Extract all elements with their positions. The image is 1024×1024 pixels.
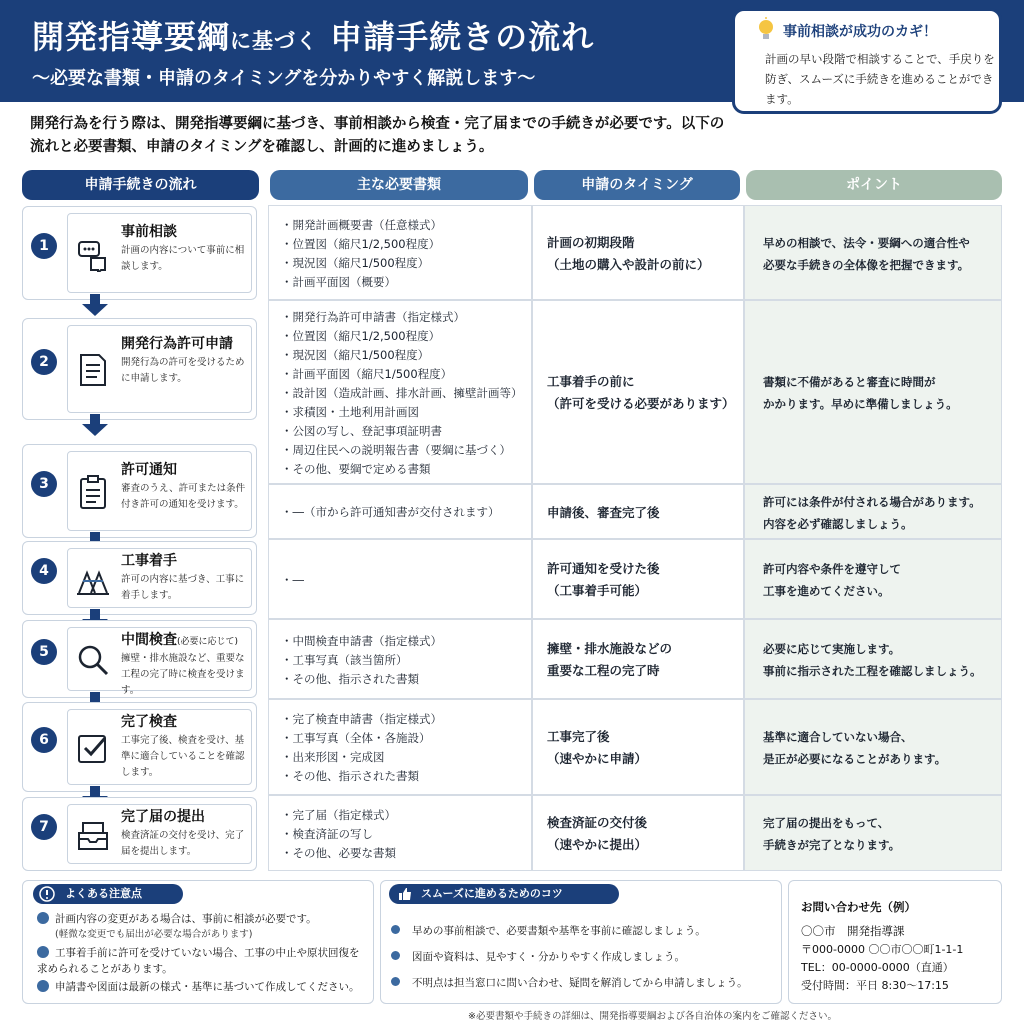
table-cell-docs xyxy=(268,484,532,539)
tip-text: 計画の早い段階で相談することで、手戻りを防ぎ、スムーズに手続きを進めることができます。 xyxy=(765,52,995,106)
point-text: 手続きが完了となります。 xyxy=(763,838,901,852)
doc-item: ・ その他、指示された書類 xyxy=(281,670,442,689)
table-cell-point xyxy=(744,205,1002,300)
timing-text: （速やかに申請） xyxy=(547,751,648,766)
doc-item: ・ 周辺住民への説明報告書（要綱に基づく） xyxy=(281,441,523,460)
tip-item: 不明点は担当窓口に問い合わせ、疑問を解消してから申請しましょう。 xyxy=(391,975,748,990)
step-number: 2 xyxy=(31,349,57,375)
doc-item: ・ 設計図（造成計画、排水計画、擁壁計画等） xyxy=(281,384,523,403)
table-cell-timing xyxy=(532,619,744,699)
docs-list xyxy=(281,710,442,786)
table-cell-timing xyxy=(532,699,744,795)
step-title: 許可通知 xyxy=(121,462,177,478)
alert-icon xyxy=(39,886,55,902)
timing-text: 工事着手の前に xyxy=(547,374,635,389)
timing-text: 重要な工程の完了時 xyxy=(547,663,660,678)
table-cell-docs xyxy=(268,699,532,795)
construction-icon xyxy=(75,561,111,597)
doc-item: ・ 開発計画概要書（任意様式） xyxy=(281,216,442,235)
table-cell-timing xyxy=(532,300,744,484)
point-text: 基準に適合していない場合、 xyxy=(763,730,913,744)
point-text: 早めの相談で、法令・要綱への適合性や xyxy=(763,235,970,250)
contact-address: 〒000-0000 〇〇市〇〇町1-1-1 xyxy=(801,943,964,956)
tip-item: 図面や資料は、見やすく・分かりやすく作成しましょう。 xyxy=(391,949,685,964)
step-title: 工事着手 xyxy=(121,553,177,569)
table-cell-timing xyxy=(532,484,744,539)
contact-title: お問い合わせ先（例） xyxy=(801,900,916,914)
clipboard-icon xyxy=(75,474,111,510)
step-number: 5 xyxy=(31,639,57,665)
check-icon xyxy=(37,980,49,992)
docs-list xyxy=(281,308,523,479)
step-title: 中間検査(必要に応じて) xyxy=(121,632,239,648)
step-number: 3 xyxy=(31,471,57,497)
doc-item: ・ 現況図（縮尺1/500程度） xyxy=(281,346,523,365)
step-title: 完了検査 xyxy=(121,714,177,730)
step-card xyxy=(22,541,257,615)
inbox-icon xyxy=(75,817,111,853)
doc-item: ・ ―（市から許可通知書が交付されます） xyxy=(281,503,500,522)
contact-box xyxy=(788,880,1002,1004)
docs-list xyxy=(281,571,304,590)
point-text: 内容を必ず確認しましょう。 xyxy=(763,516,913,531)
check-icon xyxy=(37,912,49,924)
table-cell-point xyxy=(744,539,1002,619)
notes-title: よくある注意点 xyxy=(33,884,183,904)
point-text: 許可内容や条件を遵守して xyxy=(763,562,901,576)
table-cell-point xyxy=(744,699,1002,795)
docs-list xyxy=(281,806,396,863)
table-cell-docs xyxy=(268,619,532,699)
doc-item: ・ 計画平面図（縮尺1/500程度） xyxy=(281,365,523,384)
step-number: 6 xyxy=(31,727,57,753)
table-cell-point xyxy=(744,619,1002,699)
down-arrow-icon xyxy=(80,414,110,436)
footnote: ※必要書類や手続きの詳細は、開発指導要綱および各自治体の案内をご確認ください。 xyxy=(468,1011,837,1022)
step-card xyxy=(22,206,257,300)
docs-list xyxy=(281,632,442,689)
checkbox-icon xyxy=(75,730,111,766)
point-text: 必要な手続きの全体像を把握できます。 xyxy=(763,257,970,272)
step-card xyxy=(22,797,257,871)
chat-icon xyxy=(75,236,111,272)
step-title: 事前相談 xyxy=(121,224,177,240)
step-title: 開発行為許可申請 xyxy=(121,336,233,352)
doc-item: ・ 完了検査申請書（指定様式） xyxy=(281,710,442,729)
step-description: 計画の内容について事前に相談します。 xyxy=(121,245,245,272)
note-item: 工事着手前に許可を受けていない場合、工事の中止や原状回復を求められることがあります。 xyxy=(37,947,360,975)
bullet-icon xyxy=(391,925,400,934)
table-cell-timing xyxy=(532,795,744,871)
table-cell-docs xyxy=(268,300,532,484)
smooth-tips-box xyxy=(380,880,782,1004)
doc-item: ・ 中間検査申請書（指定様式） xyxy=(281,632,442,651)
doc-item: ・ その他、必要な書類 xyxy=(281,844,396,863)
step-number: 4 xyxy=(31,558,57,584)
timing-text: （速やかに提出） xyxy=(547,837,648,852)
note-item: 計画内容の変更がある場合は、事前に相談が必要です。 (軽微な変更でも届出が必要な場合があります) xyxy=(37,911,367,943)
table-cell-timing xyxy=(532,539,744,619)
timing-text: 擁壁・排水施設などの xyxy=(547,641,673,656)
lightbulb-icon xyxy=(755,17,777,43)
doc-item: ・ ― xyxy=(281,571,304,590)
timing-text: 検査済証の交付後 xyxy=(547,815,648,830)
doc-item: ・ 開発行為許可申請書（指定様式） xyxy=(281,308,523,327)
consultation-tip-box xyxy=(732,8,1002,114)
table-cell-point xyxy=(744,484,1002,539)
common-notes-box xyxy=(22,880,374,1004)
doc-item: ・ 公図の写し、登記事項証明書 xyxy=(281,422,523,441)
document-icon xyxy=(75,352,111,388)
step-description: 検査済証の交付を受け、完了届を提出します。 xyxy=(121,830,245,857)
timing-text: （許可を受ける必要があります） xyxy=(547,396,735,411)
table-cell-docs xyxy=(268,539,532,619)
step-title: 完了届の提出 xyxy=(121,809,205,825)
tip-item: 早めの事前相談で、必要書類や基準を事前に確認しましょう。 xyxy=(391,923,706,938)
doc-item: ・ 完了届（指定様式） xyxy=(281,806,396,825)
page-subtitle: ～必要な書類・申請のタイミングを分かりやすく解説します～ xyxy=(32,68,536,89)
step-number: 7 xyxy=(31,814,57,840)
timing-text: （工事着手可能） xyxy=(547,583,648,598)
point-text: 事前に指示された工程を確認しましょう。 xyxy=(763,664,982,678)
doc-item: ・ 工事写真（全体・各施設） xyxy=(281,729,442,748)
timing-text: 許可通知を受けた後 xyxy=(547,561,660,576)
table-cell-point xyxy=(744,795,1002,871)
timing-text: 計画の初期段階 xyxy=(547,234,635,250)
step-description: 擁壁・排水施設など、重要な工程の完了時に検査を受けます。 xyxy=(121,653,245,696)
thumbs-up-icon xyxy=(397,886,413,902)
step-card xyxy=(22,702,257,792)
point-text: 工事を進めてください。 xyxy=(763,584,890,598)
contact-office: 〇〇市 開発指導課 xyxy=(801,924,905,938)
step-description: 工事完了後、検査を受け、基準に適合していることを確認します。 xyxy=(121,735,245,778)
bullet-icon xyxy=(391,977,400,986)
timing-text: （土地の購入や設計の前に） xyxy=(547,256,710,272)
contact-hours: 受付時間：平日 8:30～17:15 xyxy=(801,979,949,992)
table-cell-docs xyxy=(268,795,532,871)
column-header-timing: 申請のタイミング xyxy=(534,170,740,200)
docs-list xyxy=(281,503,500,522)
point-text: 書類に不備があると審査に時間が xyxy=(763,375,936,389)
doc-item: ・ 位置図（縮尺1/2,500程度） xyxy=(281,327,523,346)
column-header-docs: 主な必要書類 xyxy=(270,170,528,200)
page-title: 開発指導要綱に基づく 申請手続きの流れ xyxy=(32,18,595,56)
note-item: 申請書や図面は最新の様式・基準に基づいて作成してください。 xyxy=(37,979,367,995)
doc-item: ・ 工事写真（該当箇所） xyxy=(281,651,442,670)
tip-title: 事前相談が成功のカギ！ xyxy=(783,24,937,40)
step-card xyxy=(22,318,257,420)
doc-item: ・ その他、要綱で定める書類 xyxy=(281,460,523,479)
doc-item: ・ 位置図（縮尺1/2,500程度） xyxy=(281,235,442,254)
point-text: かかります。早めに準備しましょう。 xyxy=(763,397,958,411)
step-card xyxy=(22,620,257,698)
doc-item: ・ その他、指示された書類 xyxy=(281,767,442,786)
table-cell-timing xyxy=(532,205,744,300)
step-number: 1 xyxy=(31,233,57,259)
doc-item: ・ 出来形図・完成図 xyxy=(281,748,442,767)
doc-item: ・ 検査済証の写し xyxy=(281,825,396,844)
point-text: 是正が必要になることがあります。 xyxy=(763,752,947,766)
docs-list xyxy=(281,216,442,292)
step-description: 許可の内容に基づき、工事に着手します。 xyxy=(121,574,245,601)
step-description: 審査のうえ、許可または条件付き許可の通知を受けます。 xyxy=(121,483,246,510)
requirements-table xyxy=(268,205,1002,871)
doc-item: ・ 現況図（縮尺1/500程度） xyxy=(281,254,442,273)
intro-text: 開発行為を行う際は、開発指導要綱に基づき、事前相談から検査・完了届までの手続きが必要です。以下の流れと必要書類、申請のタイミングを確認し、計画的に進めましょう。 xyxy=(30,116,725,155)
column-header-flow: 申請手続きの流れ xyxy=(22,170,259,200)
tips-title: スムーズに進めるためのコツ xyxy=(389,884,619,904)
step-description: 開発行為の許可を受けるために申請します。 xyxy=(121,357,245,384)
contact-tel: TEL：00-0000-0000（直通） xyxy=(801,961,954,974)
down-arrow-icon xyxy=(80,294,110,316)
magnifier-icon xyxy=(75,642,111,678)
point-text: 許可には条件が付される場合があります。 xyxy=(763,494,981,509)
timing-text: 工事完了後 xyxy=(547,729,610,744)
table-cell-point xyxy=(744,300,1002,484)
column-header-point: ポイント xyxy=(746,170,1002,200)
doc-item: ・ 求積図・土地利用計画図 xyxy=(281,403,523,422)
bullet-icon xyxy=(391,951,400,960)
point-text: 必要に応じて実施します。 xyxy=(763,642,901,656)
doc-item: ・ 計画平面図（概要） xyxy=(281,273,442,292)
step-card xyxy=(22,444,257,538)
table-cell-docs xyxy=(268,205,532,300)
check-icon xyxy=(37,946,49,958)
timing-text: 申請後、審査完了後 xyxy=(547,504,660,520)
point-text: 完了届の提出をもって、 xyxy=(763,816,890,830)
